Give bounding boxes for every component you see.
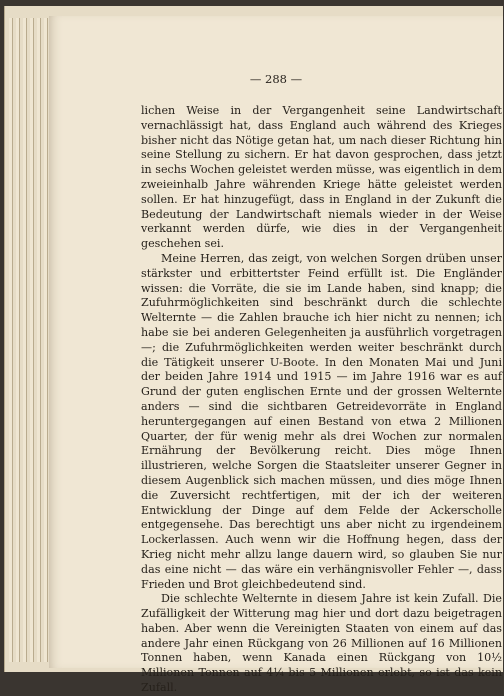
paragraph: lichen Weise in der Vergangenheit seine Landwirtschaft vernachlässigt hat, dass England auch während des Krieges bisher nicht das Nötige getan hat, um nach dieser Richtung hin seine Stellung zu sichern. Er hat davon gesprochen, dass jetzt in sechs Wochen geleistet werden müsse, was eigentlich in dem zweieinhalb Jahre währenden Kriege hätte geleistet werden sollen. Er hat hinzugefügt, dass in England in der Zukunft die Bedeutung der Landwirtschaft niemals wieder in der Weise verkannt werden dürfe, wie dies in der Vergangenheit geschehen sei. <box>141 104 502 251</box>
paragraph: Die schlechte Welternte in diesem Jahre ist kein Zufall. Die Zufälligkeit der Witterung mag hier und dort dazu beigetragen haben. Aber wenn die Vereinigten Staaten von einem auf das andere Jahr einen Rückgang von 26 Millionen auf 16 Millionen Tonnen haben, wenn Kanada einen Rückgang von 10½ Millionen Tonnen auf 4¼ bis 5 Millionen erlebt, so ist das kein Zufall. <box>141 592 502 695</box>
paragraph: Meine Herren, das zeigt, von welchen Sorgen drüben unser stärkster und erbittertster Feind erfüllt ist. Die Engländer wissen: die Vorräte, die sie im Lande haben, sind knapp; die Zufuhrmöglichkeiten sind beschränkt durch die schlechte Welternte — die Zahlen brauche ich hier nicht zu nennen; ich habe sie bei anderen Gelegenheiten ja ausführlich vorgetragen —; die Zufuhrmöglichkeiten werden weiter beschränkt durch die Tätigkeit unserer U-Boote. In den Monaten Mai und Juni der beiden Jahre 1914 und 1915 — im Jahre 1916 war es auf Grund der guten englischen Ernte und der grossen Welternte anders — sind die sichtbaren Getreidevorräte in England heruntergegangen auf einen Bestand von etwa 2 Millionen Quarter, der für wenig mehr als drei Wochen zur normalen Ernährung der Bevölkerung reicht. Dies möge Ihnen illustrieren, welche Sorgen die Staatsleiter unserer Gegner in diesem Augenblick sich machen müssen, und dies möge Ihnen die Zuversicht rechtfertigen, mit der ich der weiteren Entwicklung der Dinge auf dem Felde der Ackerscholle entgegensehe. Das berechtigt uns aber nicht zu irgendeinem Lockerlassen. Auch wenn wir die Hoffnung hegen, dass der Krieg nicht mehr allzu lange dauern wird, so glauben Sie nur das eine nicht — das wäre ein verhängnisvoller Fehler —, dass Frieden und Brot gleichbedeutend sind. <box>141 251 502 591</box>
page-body <box>141 104 502 696</box>
page-edge <box>16 18 20 662</box>
page-edge <box>23 18 27 662</box>
book-page <box>49 16 503 695</box>
page-stack <box>4 6 503 695</box>
page-edge <box>44 18 48 662</box>
page-edge <box>9 18 13 662</box>
page-edge <box>37 18 41 662</box>
page-number: — 288 — <box>249 72 303 86</box>
page-edge <box>30 18 34 662</box>
